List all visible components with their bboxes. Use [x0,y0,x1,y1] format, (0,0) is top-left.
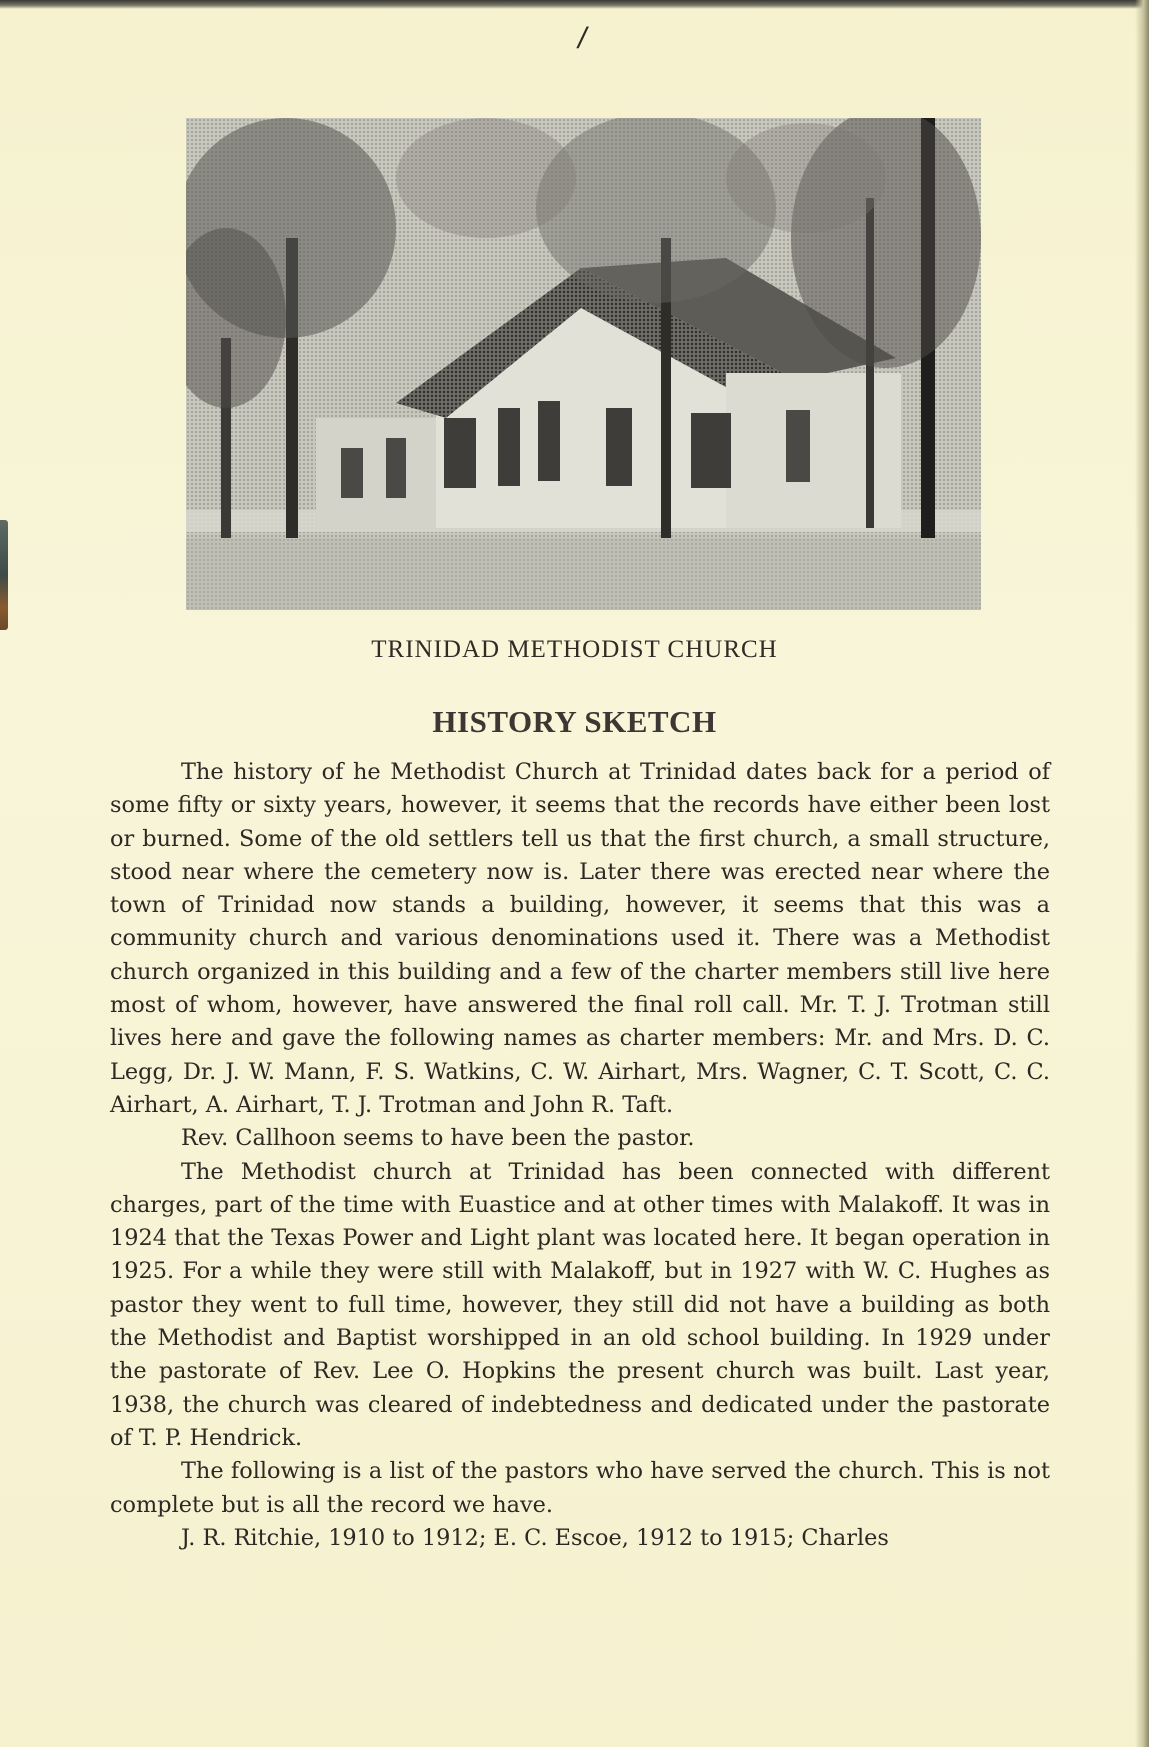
page-number: / [578,22,587,55]
paragraph: The following is a list of the pastors who have served the church. This is not complete but is all the record we have. [110,1458,1050,1518]
page-top-edge [0,0,1149,9]
paragraph: The Methodist church at Trinidad has been connected with different charges, part of the time with Euastice and at other times with Malakoff. It was in 1924 that the Texas Power and Light plant was located here. It began operation in 1925. For a while they were still with Malakoff, but in 1927 with W. C. Hughes as pastor they went to full time, however, they still did not have a building as both the Methodist and Baptist worshipped in an old school building. In 1929 under the pastorate of Rev. Lee O. Hopkins the present church was built. Last year, 1938, the church was cleared of indebtedness and dedicated under the pastorate of T. P. Hendrick. [110,1158,1050,1451]
history-text [110,756,1050,1555]
paragraph: Rev. Callhoon seems to have been the pastor. [181,1125,695,1152]
church-photo-illustration [186,118,981,610]
paragraph: J. R. Ritchie, 1910 to 1912; E. C. Escoe, 1912 to 1915; Charles [181,1524,889,1551]
church-photo [186,118,981,610]
paragraph: The history of he Methodist Church at Trinidad dates back for a period of some fifty or sixty years, however, it seems that the records have either been lost or burned. Some of the old settlers tell us that the first church, a small structure, stood near where the cemetery now is. Later there was erected near where the town of Trinidad now stands a building, however, it seems that this was a community church and various denominations used it. There was a Methodist church organized in this building and a few of the charter members still live here most of whom, however, have answered the final roll call. Mr. T. J. Trotman still lives here and gave the following names as charter members: Mr. and Mrs. D. C. Legg, Dr. J. W. Mann, F. S. Watkins, C. W. Airhart, Mrs. Wagner, C. T. Scott, C. C. Airhart, A. Airhart, T. J. Trotman and John R. Taft. [110,759,1050,1118]
section-heading: HISTORY SKETCH [432,704,717,739]
binding-tab [0,520,8,630]
photo-caption: TRINIDAD METHODIST CHURCH [371,636,778,663]
page-right-edge [1135,0,1149,1747]
